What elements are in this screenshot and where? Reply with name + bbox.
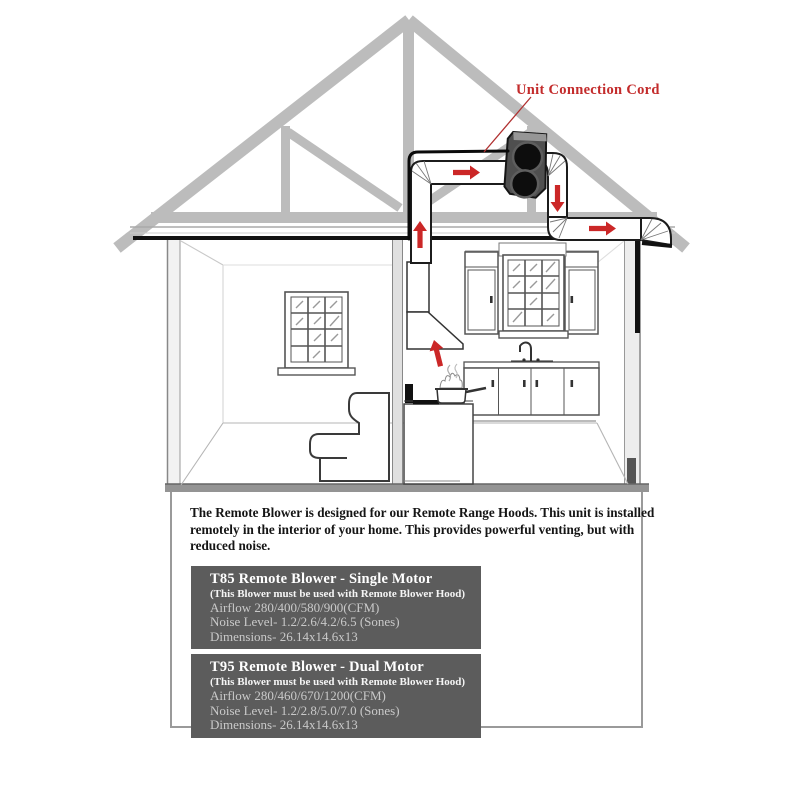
product-airflow: Airflow 280/460/670/1200(CFM) [210,688,386,703]
product-card-t95 [191,654,481,738]
product-title: T95 Remote Blower - Dual Motor [210,659,424,675]
cabinet-handle [571,296,574,303]
description-line: The Remote Blower is designed for our Remote Range Hoods. This unit is installed [190,505,655,520]
blower-unit [504,132,549,199]
product-noise-level: Noise Level- 1.2/2.8/5.0/7.0 (Sones) [210,702,400,718]
faucet-icon [520,343,531,362]
sofa [310,393,389,481]
fan-icon [510,169,539,198]
unit-connection-cord-label: Unit Connection Cord [516,82,660,98]
left-wall [167,240,180,484]
description-line: reduced noise. [190,538,271,553]
product-airflow: Airflow 280/400/580/900(CFM) [210,599,380,615]
cabinet-handle [490,296,493,303]
boiling-contents [440,373,462,388]
left-web-post [281,126,290,213]
sink-and-faucet [511,343,553,362]
divider-wall [392,240,403,484]
range-hood [407,262,463,349]
product-requirement: (This Blower must be used with Remote Blower Hood) [210,587,466,600]
right-wall-base-shadow [627,458,636,484]
product-requirement: (This Blower must be used with Remote Blower Hood) [210,676,466,688]
burner [413,400,439,405]
kitchen-window [499,255,568,338]
roof-truss [117,20,686,248]
product-noise-level: Noise Level- 1.2/2.6/4.2/6.5 (Sones) [210,614,400,629]
kitchen [403,241,628,484]
product-dimensions: Dimensions- 26.14x14.6x13 [210,628,358,644]
floor [165,484,649,492]
fan-icon [512,142,543,173]
stove-back-gap [405,384,413,403]
description-line: remotely in the interior of your home. This provides powerful venting, but with [190,521,635,537]
product-dimensions: Dimensions- 26.14x14.6x13 [210,717,358,732]
countertop [464,362,599,368]
left-web-diagonal [288,132,400,208]
info-panel [170,492,655,732]
living-room-window [278,292,355,375]
living-room [181,241,392,485]
window-sill [278,368,355,375]
product-title: T85 Remote Blower - Single Motor [210,570,433,587]
window-sill [499,331,568,338]
window-valance [499,243,566,256]
right-wall-dark-strip [635,241,640,333]
product-card-t85 [191,566,481,650]
base-cabinets [464,362,599,421]
hood-chimney [407,262,429,312]
